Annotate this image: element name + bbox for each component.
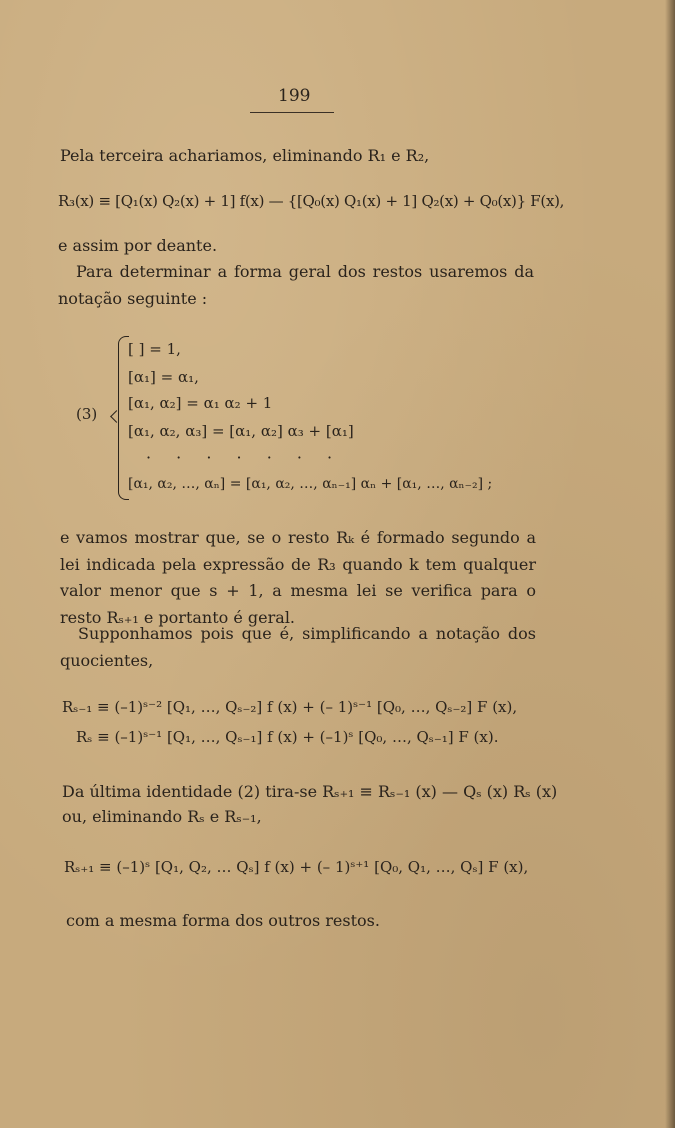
- paragraph-notation: Para determinar a forma geral dos restos usaremos da notação seguinte :: [58, 262, 534, 308]
- equation-rs: Rₛ ≡ (–1)ˢ⁻¹ [Q₁, …, Qₛ₋₁] f (x) + (–1)ˢ [Q₀, …, Qₛ₋₁] F (x).: [76, 728, 499, 746]
- equation-rs-minus-1: Rₛ₋₁ ≡ (–1)ˢ⁻² [Q₁, …, Qₛ₋₂] f (x) + (– 1)ˢ⁻¹ [Q₀, …, Qₛ₋₂] F (x),: [62, 698, 518, 716]
- system-line-2: [α₁] = α₁,: [128, 368, 199, 386]
- paragraph-conclusion: com a mesma forma dos outros restos.: [66, 911, 380, 930]
- system-label: (3): [76, 405, 98, 423]
- system-line-4: [α₁, α₂, α₃] = [α₁, α₂] α₃ + [α₁]: [128, 422, 354, 440]
- system-line-5: [α₁, α₂, …, αₙ] = [α₁, α₂, …, αₙ₋₁] αₙ + [α₁, …, αₙ₋₂] ;: [128, 476, 493, 492]
- page-number: 199: [278, 86, 311, 106]
- paragraph-last-identity: Da última identidade (2) tira-se Rₛ₊₁ ≡ Rₛ₋₁ (x) — Qₛ (x) Rₛ (x): [62, 782, 558, 801]
- paragraph-suppose: Supponhamos pois que é, simplificando a notação dos quocientes,: [60, 624, 536, 670]
- system-line-3: [α₁, α₂] = α₁ α₂ + 1: [128, 394, 273, 412]
- paragraph-and-so-on: e assim por deante.: [58, 236, 218, 255]
- paragraph-eliminating: ou, eliminando Rₛ e Rₛ₋₁,: [62, 807, 262, 826]
- page-number-rule: [250, 112, 334, 113]
- page-edge-shadow: [665, 0, 675, 1128]
- system-ellipsis-dots: · · · · · · ·: [146, 448, 343, 467]
- system-line-1: [ ] = 1,: [128, 340, 181, 358]
- equation-rs-plus-1: Rₛ₊₁ ≡ (–1)ˢ [Q₁, Q₂, … Qₛ] f (x) + (– 1)ˢ⁺¹ [Q₀, Q₁, …, Qₛ] F (x),: [64, 858, 529, 876]
- equation-r3: R₃(x) ≡ [Q₁(x) Q₂(x) + 1] f(x) — {[Q₀(x) Q₁(x) + 1] Q₂(x) + Q₀(x)} F(x),: [58, 192, 565, 210]
- paragraph-intro: Pela terceira achariamos, eliminando R₁ e R₂,: [60, 146, 430, 165]
- paragraph-show-law: e vamos mostrar que, se o resto Rₖ é formado segundo a lei indicada pela expressão de R₃ quando k tem qualquer valor menor que s + 1, a mesma lei se verifica para o resto Rₛ₊₁ e portanto é geral.: [60, 528, 536, 627]
